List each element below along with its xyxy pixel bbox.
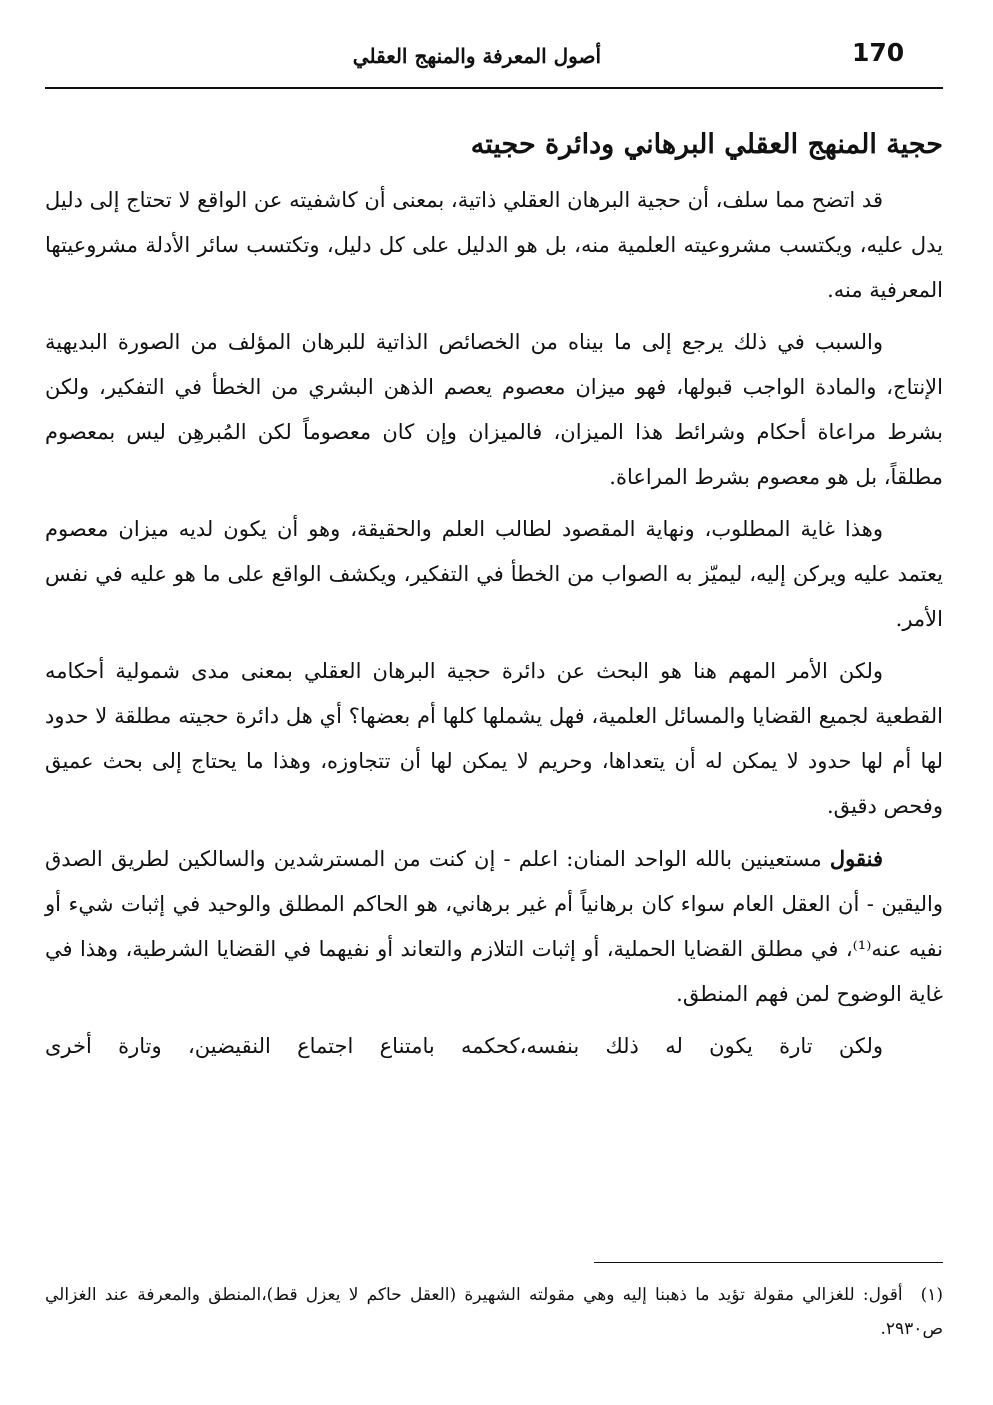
- paragraph-text: ولكن تارة يكون له ذلك بنفسه،كحكمه بامتناع اجتماع النقيضين، وتارة أخرى: [45, 1034, 883, 1058]
- paragraph-text: والسبب في ذلك يرجع إلى ما بيناه من الخصائص الذاتية للبرهان المؤلف من الصورة البديهية الإنتاج، والمادة الواجب قبولها، فهو ميزان معصوم يعصم الذهن البشري من الخطأ في التفكير، ولكن بشرط مراعاة أحكام وشرائط هذا الميزان، فالميزان وإن كان معصوماً لكن المُبرهِن ليس بمعصوم مطلقاً، بل هو معصوم بشرط المراعاة.: [45, 330, 943, 489]
- paragraph: [45, 649, 943, 829]
- footnote-number: (١): [920, 1285, 943, 1305]
- section-title: حجية المنهج العقلي البرهاني ودائرة حجيته: [470, 129, 943, 160]
- paragraph-text: وهذا غاية المطلوب، ونهاية المقصود لطالب العلم والحقيقة، وهو أن يكون لديه ميزان معصوم يعتمد عليه ويركن إليه، ليميّز به الصواب من الخطأ في التفكير، ويكشف الواقع على ما هو عليه في نفس الأمر.: [45, 517, 943, 631]
- footnote-text: أقول: للغزالي مقولة تؤيد ما ذهبنا إليه وهي مقولته الشهيرة (العقل حاكم لا يعزل قط)،المنطق والمعرفة عند الغزالي ص٢٩٣٠.: [45, 1285, 943, 1339]
- paragraph: [45, 178, 943, 313]
- running-title: أصول المعرفة والمنهج العقلي: [352, 44, 601, 68]
- paragraph: [45, 320, 943, 500]
- paragraph: [45, 507, 943, 642]
- header-divider: [45, 87, 943, 89]
- paragraph: [45, 836, 943, 1017]
- page-body: [45, 122, 943, 1076]
- paragraph: [45, 1024, 943, 1069]
- footnote-divider: [594, 1262, 943, 1263]
- paragraph-lead-word: فنقول: [829, 846, 883, 871]
- paragraph-text: ولكن الأمر المهم هنا هو البحث عن دائرة حجية البرهان العقلي بمعنى مدى شمولية أحكامه القطعية لجميع القضايا والمسائل العلمية، فهل يشملها كلها أم بعضها؟ أي هل دائرة حجيته مطلقة لا حدود لها أم لها حدود لا يمكن له أن يتعداها، وحريم لا يمكن لها أن تتجاوزه، وهذا ما يحتاج إلى بحث عميق وفحص دقيق.: [45, 659, 943, 818]
- footnote: [45, 1278, 943, 1346]
- paragraph-text: مستعينين بالله الواحد المنان: اعلم - إن كنت من المسترشدين والسالكين لطريق الصدق واليقين - أن العقل العام سواء كان برهانياً أم غير برهاني، هو الحاكم المطلق والوحيد في إثبات شيء أو نفيه عنه⁽¹⁾، في مطلق القضايا الحملية، أو إثبات التلازم والتعاند أو نفيهما في القضايا الشرطية، وهذا في غاية الوضوح لمن فهم المنطق.: [45, 847, 943, 1006]
- paragraph-text: قد اتضح مما سلف، أن حجية البرهان العقلي ذاتية، بمعنى أن كاشفيته عن الواقع لا تحتاج إلى دليل يدل عليه، ويكتسب مشروعيته العلمية منه، بل هو الدليل على كل دليل، وتكتسب سائر الأدلة مشروعيتها المعرفية منه.: [45, 188, 943, 302]
- page-number: 170: [852, 38, 905, 67]
